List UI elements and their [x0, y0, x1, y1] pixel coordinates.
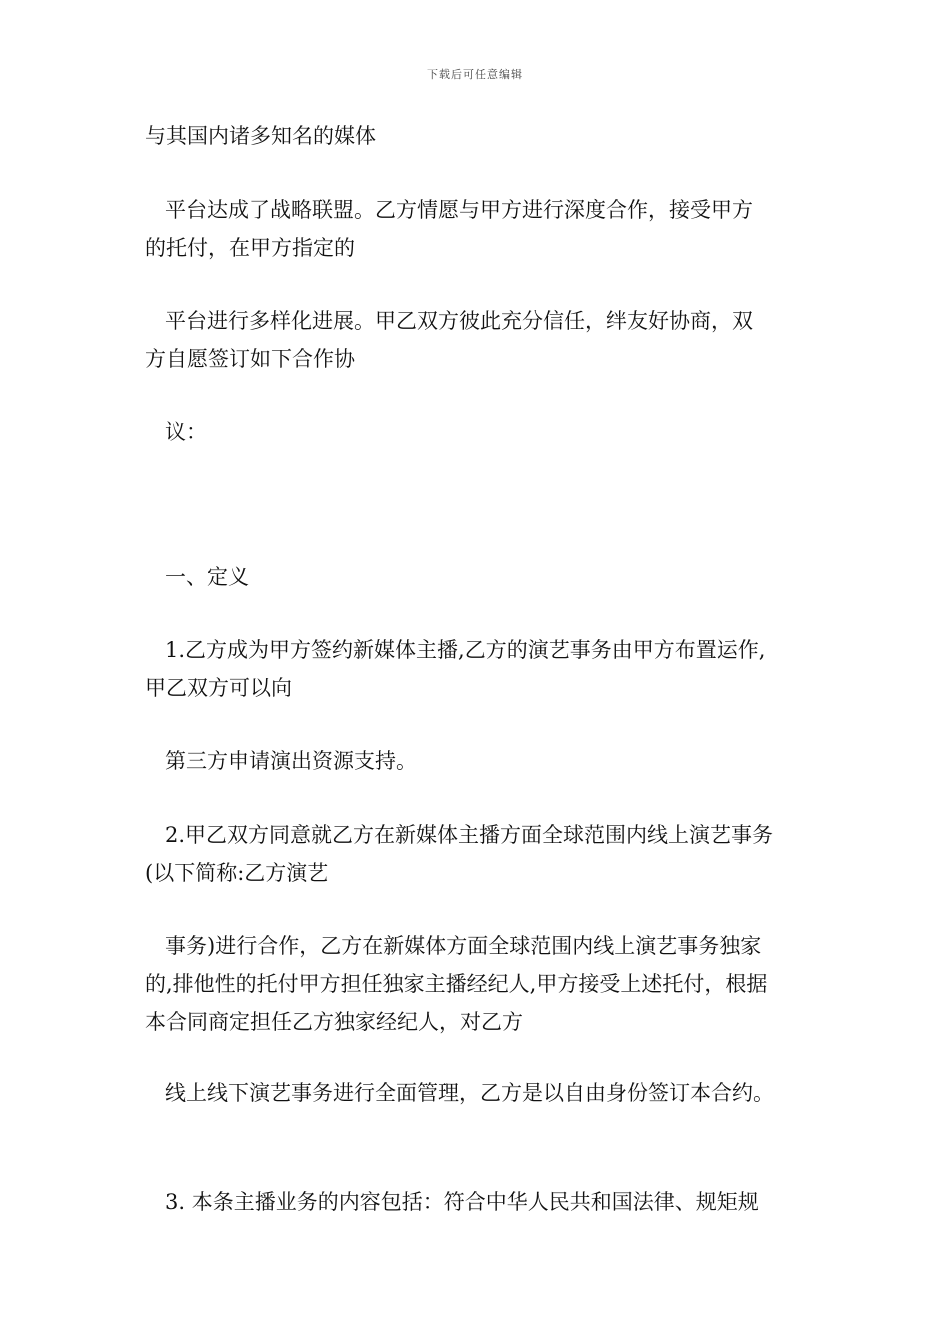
section-heading — [145, 558, 815, 596]
paragraph-line: 的,排他性的托付甲方担任独家主播经纪人,甲方接受上述托付，根据 — [145, 972, 768, 996]
paragraph-line: 第三方申请演出资源支持。 — [165, 749, 417, 773]
paragraph-clause-2 — [145, 816, 815, 892]
paragraph-line: 线上线下演艺事务进行全面管理，乙方是以自由身份签订本合约。 — [165, 1081, 774, 1105]
paragraph-clause-2-cont — [145, 927, 815, 1041]
paragraph-line: 1.乙方成为甲方签约新媒体主播,乙方的演艺事务由甲方布置运作, — [165, 638, 766, 662]
paragraph-clause-1-cont — [145, 742, 815, 780]
paragraph-2 — [145, 191, 815, 267]
paragraph-line: 平台达成了战略联盟。乙方情愿与甲方进行深度合作，接受甲方 — [165, 198, 753, 222]
paragraph-line: 的托付，在甲方指定的 — [145, 236, 355, 260]
paragraph-line: 议： — [165, 420, 207, 444]
paragraph-line: 一、定义 — [165, 565, 249, 589]
paragraph-4 — [145, 413, 815, 451]
paragraph-line: 与其国内诸多知名的媒体 — [145, 124, 376, 148]
paragraph-line: 3. 本条主播业务的内容包括：符合中华人民共和国法律、规矩规 — [165, 1190, 759, 1214]
paragraph-line: 事务)进行合作，乙方在新媒体方面全球范围内线上演艺事务独家 — [165, 934, 762, 958]
paragraph-clause-2-end — [145, 1074, 815, 1112]
paragraph-3 — [145, 302, 815, 378]
paragraph-line: 2.甲乙双方同意就乙方在新媒体主播方面全球范围内线上演艺事务 — [165, 823, 774, 847]
page-header: 下载后可任意编辑 — [427, 68, 523, 81]
paragraph-line: 甲乙双方可以向 — [145, 676, 292, 700]
paragraph-line: 本合同商定担任乙方独家经纪人，对乙方 — [145, 1010, 523, 1034]
paragraph-clause-1 — [145, 631, 815, 707]
paragraph-1 — [145, 117, 815, 155]
paragraph-line: 方自愿签订如下合作协 — [145, 347, 355, 371]
paragraph-line: (以下简称:乙方演艺 — [145, 861, 329, 885]
paragraph-clause-3 — [145, 1183, 815, 1221]
paragraph-line: 平台进行多样化进展。甲乙双方彼此充分信任，绊友好协商，双 — [165, 309, 753, 333]
